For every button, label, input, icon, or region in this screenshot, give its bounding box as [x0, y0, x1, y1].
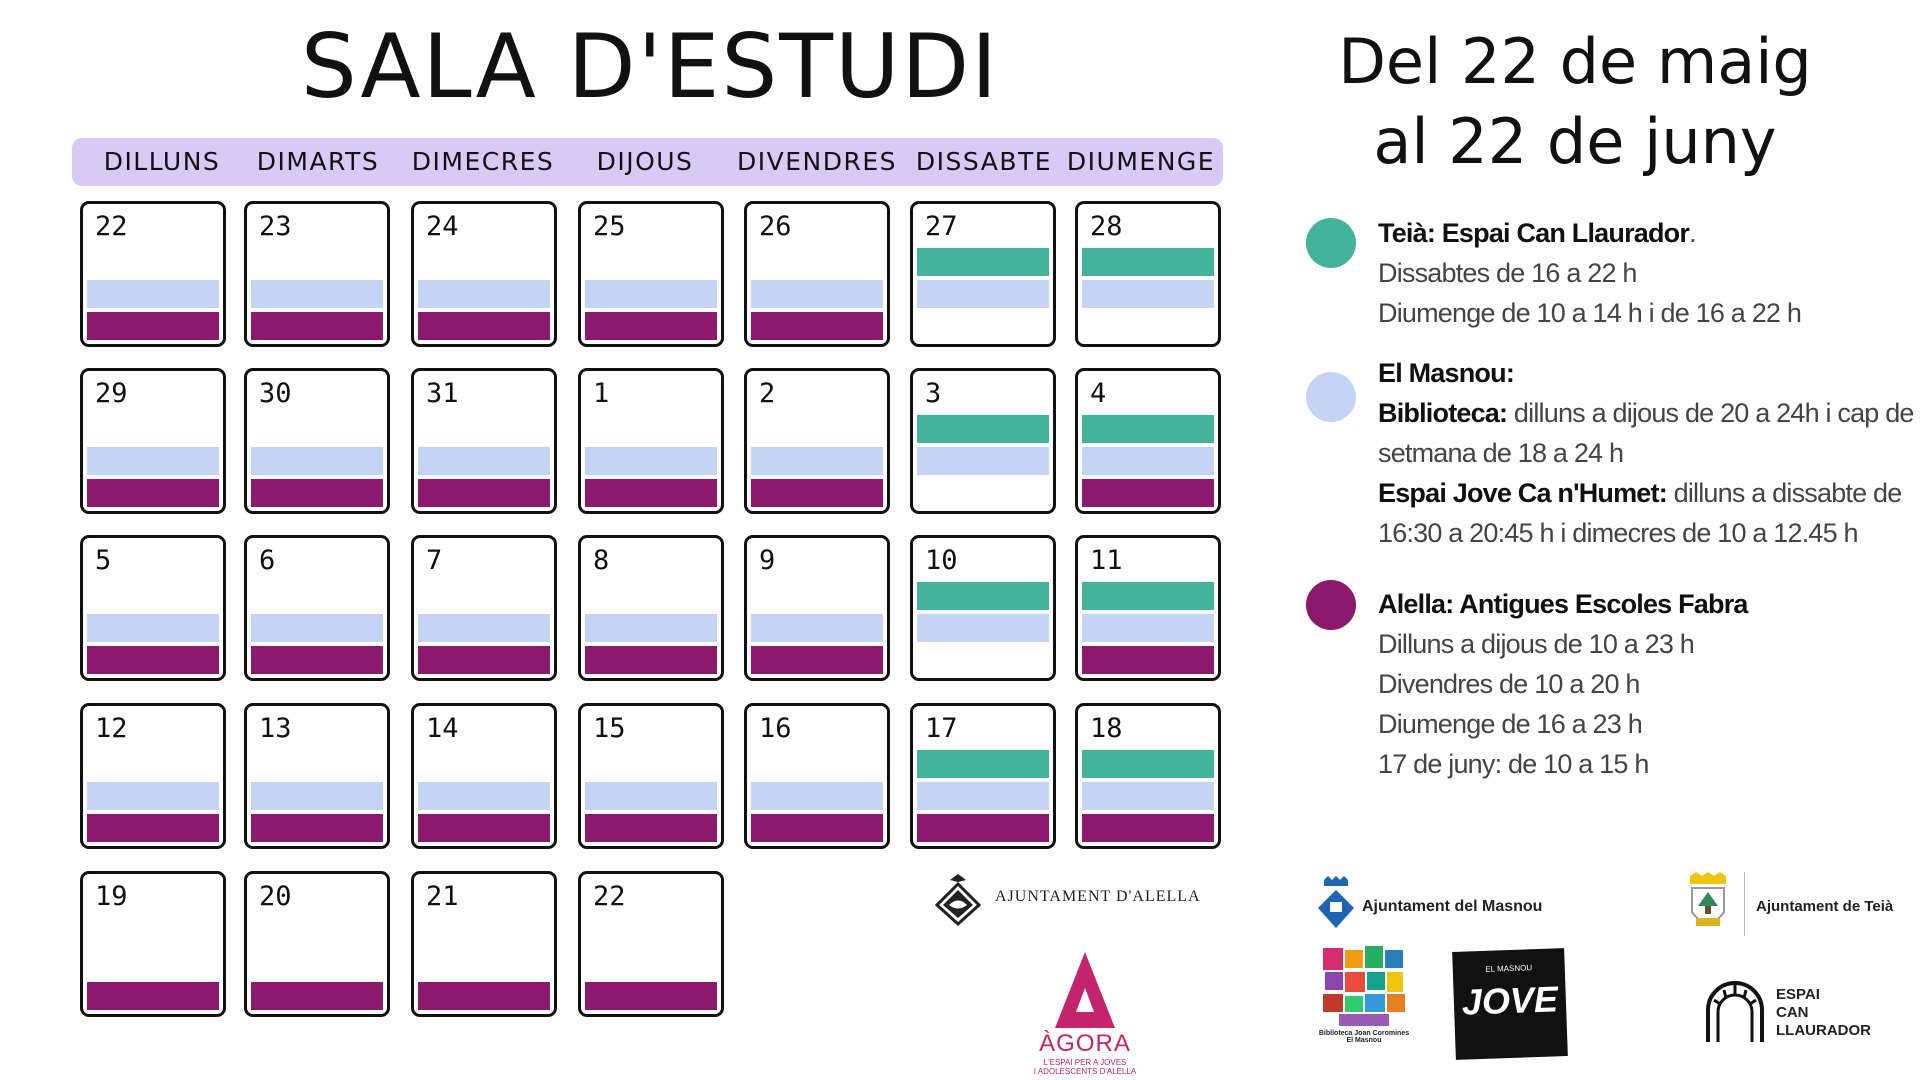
- jove-text: JOVE: [1461, 978, 1559, 1023]
- day-number: 14: [426, 713, 459, 744]
- jove-small-text: EL MASNOU: [1485, 963, 1533, 974]
- date-range-line1: Del 22 de maig: [1338, 25, 1812, 98]
- alella-bar: [251, 312, 383, 340]
- calendar-day: [80, 703, 226, 849]
- calendar-day: [411, 871, 557, 1017]
- alella-bar: [87, 479, 219, 507]
- masnou-bar: [418, 614, 550, 642]
- masnou-bar: [418, 447, 550, 475]
- day-number: 22: [95, 211, 128, 242]
- calendar-day: [744, 703, 890, 849]
- teia-bar: [1082, 248, 1214, 276]
- masnou-bar: [917, 782, 1049, 810]
- agora-a-icon: [1030, 950, 1140, 1030]
- alella-bar: [751, 479, 883, 507]
- masnou-jove-label: Espai Jove Ca n'Humet:: [1378, 478, 1667, 508]
- calendar-day: [910, 368, 1056, 514]
- day-number: 3: [925, 378, 942, 409]
- teia-bar: [917, 248, 1049, 276]
- alella-line2: Divendres de 10 a 20 h: [1378, 669, 1640, 699]
- day-number: 12: [95, 713, 128, 744]
- masnou-jove-text2: 16:30 a 20:45 h i dimecres de 10 a 12.45 h: [1378, 518, 1858, 548]
- masnou-bar: [917, 280, 1049, 308]
- alella-bar: [585, 814, 717, 842]
- teia-bar: [917, 750, 1049, 778]
- alella-bar: [87, 982, 219, 1010]
- agora-sub1: L'ESPAI PER A JOVES: [1043, 1058, 1127, 1067]
- alella-bar: [418, 814, 550, 842]
- alella-bar: [251, 479, 383, 507]
- alella-bar: [585, 479, 717, 507]
- teia-title-suffix: .: [1689, 218, 1696, 248]
- masnou-bar: [751, 614, 883, 642]
- biblioteca-sub2: El Masnou: [1346, 1037, 1382, 1044]
- canllaurador-text1: ESPAI: [1776, 986, 1820, 1003]
- calendar-day: [411, 368, 557, 514]
- alella-bar: [751, 646, 883, 674]
- masnou-bar: [751, 280, 883, 308]
- teia-bar: [1082, 582, 1214, 610]
- day-number: 30: [259, 378, 292, 409]
- day-number: 26: [759, 211, 792, 242]
- day-number: 24: [426, 211, 459, 242]
- masnou-bar: [251, 447, 383, 475]
- calendar-day: [411, 703, 557, 849]
- alella-bar: [251, 646, 383, 674]
- day-number: 22: [593, 881, 626, 912]
- weekday-3: DIJOUS: [596, 147, 694, 176]
- legend-masnou: [1378, 353, 1914, 553]
- alella-color-dot: [1306, 580, 1356, 630]
- biblioteca-letters-icon: [1319, 944, 1409, 1030]
- masnou-bar: [418, 280, 550, 308]
- masnou-bar: [251, 280, 383, 308]
- page-title: SALA D'ESTUDI: [300, 15, 1000, 118]
- masnou-shield-icon: [1316, 876, 1356, 932]
- calendar-day: [744, 535, 890, 681]
- legend-teia: [1378, 213, 1801, 333]
- teia-bar: [917, 415, 1049, 443]
- day-number: 8: [593, 545, 610, 576]
- day-number: 23: [259, 211, 292, 242]
- masnou-title: El Masnou:: [1378, 358, 1515, 388]
- agora-logo: [1030, 950, 1140, 1076]
- masnou-bar: [585, 280, 717, 308]
- calendar-day: [411, 201, 557, 347]
- teia-bar: [1082, 750, 1214, 778]
- teia-color-dot: [1306, 218, 1356, 268]
- day-number: 18: [1090, 713, 1123, 744]
- masnou-bar: [917, 614, 1049, 642]
- day-number: 19: [95, 881, 128, 912]
- arch-door-icon: [1704, 980, 1766, 1044]
- calendar-day: [578, 368, 724, 514]
- masnou-bar: [87, 614, 219, 642]
- day-number: 10: [925, 545, 958, 576]
- alella-title: Alella: Antigues Escoles Fabra: [1378, 589, 1748, 619]
- alella-bar: [418, 982, 550, 1010]
- legend-alella: [1378, 584, 1748, 784]
- calendar-day: [578, 703, 724, 849]
- calendar-day: [244, 368, 390, 514]
- date-range-line2: al 22 de juny: [1373, 105, 1777, 178]
- alella-bar: [1082, 814, 1214, 842]
- masnou-bar: [751, 447, 883, 475]
- calendar-day: [80, 535, 226, 681]
- masnou-bar: [87, 782, 219, 810]
- alella-bar: [87, 646, 219, 674]
- alella-bar: [251, 982, 383, 1010]
- weekday-header: [72, 138, 1223, 186]
- masnou-bar: [751, 782, 883, 810]
- teia-line1: Dissabtes de 16 a 22 h: [1378, 258, 1637, 288]
- weekday-6: DIUMENGE: [1066, 147, 1216, 176]
- day-number: 31: [426, 378, 459, 409]
- calendar-day: [244, 201, 390, 347]
- calendar-day: [578, 201, 724, 347]
- calendar-day: [1075, 201, 1221, 347]
- alella-bar: [585, 646, 717, 674]
- day-number: 21: [426, 881, 459, 912]
- calendar-day: [910, 703, 1056, 849]
- calendar-day: [910, 535, 1056, 681]
- alella-line3: Diumenge de 16 a 23 h: [1378, 709, 1642, 739]
- day-number: 9: [759, 545, 776, 576]
- day-number: 6: [259, 545, 276, 576]
- alella-bar: [751, 814, 883, 842]
- day-number: 5: [95, 545, 112, 576]
- day-number: 27: [925, 211, 958, 242]
- masnou-bar: [1082, 614, 1214, 642]
- masnou-color-dot: [1306, 372, 1356, 422]
- teia-bar: [917, 582, 1049, 610]
- alella-bar: [418, 646, 550, 674]
- calendar-day: [578, 871, 724, 1017]
- canllaurador-text3: LLAURADOR: [1776, 1022, 1871, 1039]
- alella-line1: Dilluns a dijous de 10 a 23 h: [1378, 629, 1695, 659]
- calendar-day: [744, 368, 890, 514]
- day-number: 29: [95, 378, 128, 409]
- teia-shield-icon: [1686, 872, 1730, 936]
- canllaurador-text2: CAN: [1776, 1004, 1809, 1021]
- day-number: 13: [259, 713, 292, 744]
- calendar-day: [80, 871, 226, 1017]
- agora-name: ÀGORA: [1039, 1030, 1131, 1057]
- day-number: 7: [426, 545, 443, 576]
- calendar-day: [411, 535, 557, 681]
- calendar-day: [244, 871, 390, 1017]
- teia-bar: [1082, 415, 1214, 443]
- teia-logo-text: Ajuntament de Teià: [1756, 898, 1894, 915]
- weekday-0: DILLUNS: [103, 147, 221, 176]
- jove-logo: [1452, 948, 1568, 1060]
- day-number: 17: [925, 713, 958, 744]
- masnou-bar: [585, 614, 717, 642]
- weekday-2: DIMECRES: [411, 147, 555, 176]
- day-number: 20: [259, 881, 292, 912]
- alella-bar: [917, 814, 1049, 842]
- calendar-day: [80, 368, 226, 514]
- masnou-bar: [585, 447, 717, 475]
- teia-line2: Diumenge de 10 a 14 h i de 16 a 22 h: [1378, 298, 1802, 328]
- alella-bar: [1082, 646, 1214, 674]
- alella-logo-text: AJUNTAMENT D'ALELLA: [995, 888, 1201, 905]
- calendar-day: [578, 535, 724, 681]
- date-range: [1310, 22, 1840, 182]
- alella-bar: [418, 312, 550, 340]
- masnou-bar: [418, 782, 550, 810]
- teia-title: Teià: Espai Can Llaurador: [1378, 218, 1690, 248]
- alella-bar: [1082, 479, 1214, 507]
- calendar-day: [244, 535, 390, 681]
- alella-bar: [251, 814, 383, 842]
- masnou-bar: [585, 782, 717, 810]
- agora-sub2: I ADOLESCENTS D'ALELLA: [1033, 1067, 1137, 1076]
- masnou-bar: [1082, 447, 1214, 475]
- day-number: 16: [759, 713, 792, 744]
- masnou-logo-text: Ajuntament del Masnou: [1362, 898, 1543, 915]
- day-number: 15: [593, 713, 626, 744]
- calendar-day: [80, 201, 226, 347]
- weekday-4: DIVENDRES: [736, 147, 897, 176]
- calendar-day: [1075, 368, 1221, 514]
- alella-shield-icon: [935, 872, 981, 926]
- biblioteca-logo: [1314, 944, 1414, 1044]
- calendar-day: [744, 201, 890, 347]
- teia-divider: [1744, 872, 1745, 936]
- weekday-1: DIMARTS: [256, 147, 380, 176]
- masnou-biblioteca-text1: dilluns a dijous de 20 a 24h i cap de: [1507, 398, 1914, 428]
- day-number: 25: [593, 211, 626, 242]
- masnou-bar: [917, 447, 1049, 475]
- alella-bar: [585, 312, 717, 340]
- masnou-bar: [87, 280, 219, 308]
- calendar-day: [910, 201, 1056, 347]
- alella-bar: [751, 312, 883, 340]
- alella-line4: 17 de juny: de 10 a 15 h: [1378, 749, 1649, 779]
- day-number: 1: [593, 378, 610, 409]
- masnou-biblioteca-text2: setmana de 18 a 24 h: [1378, 438, 1624, 468]
- day-number: 4: [1090, 378, 1107, 409]
- weekday-5: DISSABTE: [915, 147, 1053, 176]
- calendar-day: [244, 703, 390, 849]
- day-number: 28: [1090, 211, 1123, 242]
- masnou-bar: [251, 614, 383, 642]
- day-number: 11: [1090, 545, 1123, 576]
- alella-bar: [87, 312, 219, 340]
- day-number: 2: [759, 378, 776, 409]
- alella-bar: [87, 814, 219, 842]
- masnou-bar: [1082, 782, 1214, 810]
- calendar-day: [1075, 703, 1221, 849]
- masnou-jove-text1: dilluns a dissabte de: [1666, 478, 1902, 508]
- masnou-biblioteca-label: Biblioteca:: [1378, 398, 1508, 428]
- masnou-bar: [251, 782, 383, 810]
- alella-bar: [585, 982, 717, 1010]
- biblioteca-letters: [1319, 944, 1409, 1030]
- calendar-day: [1075, 535, 1221, 681]
- masnou-bar: [1082, 280, 1214, 308]
- biblioteca-sub1: Biblioteca Joan Coromines: [1318, 1030, 1410, 1037]
- alella-bar: [418, 479, 550, 507]
- masnou-bar: [87, 447, 219, 475]
